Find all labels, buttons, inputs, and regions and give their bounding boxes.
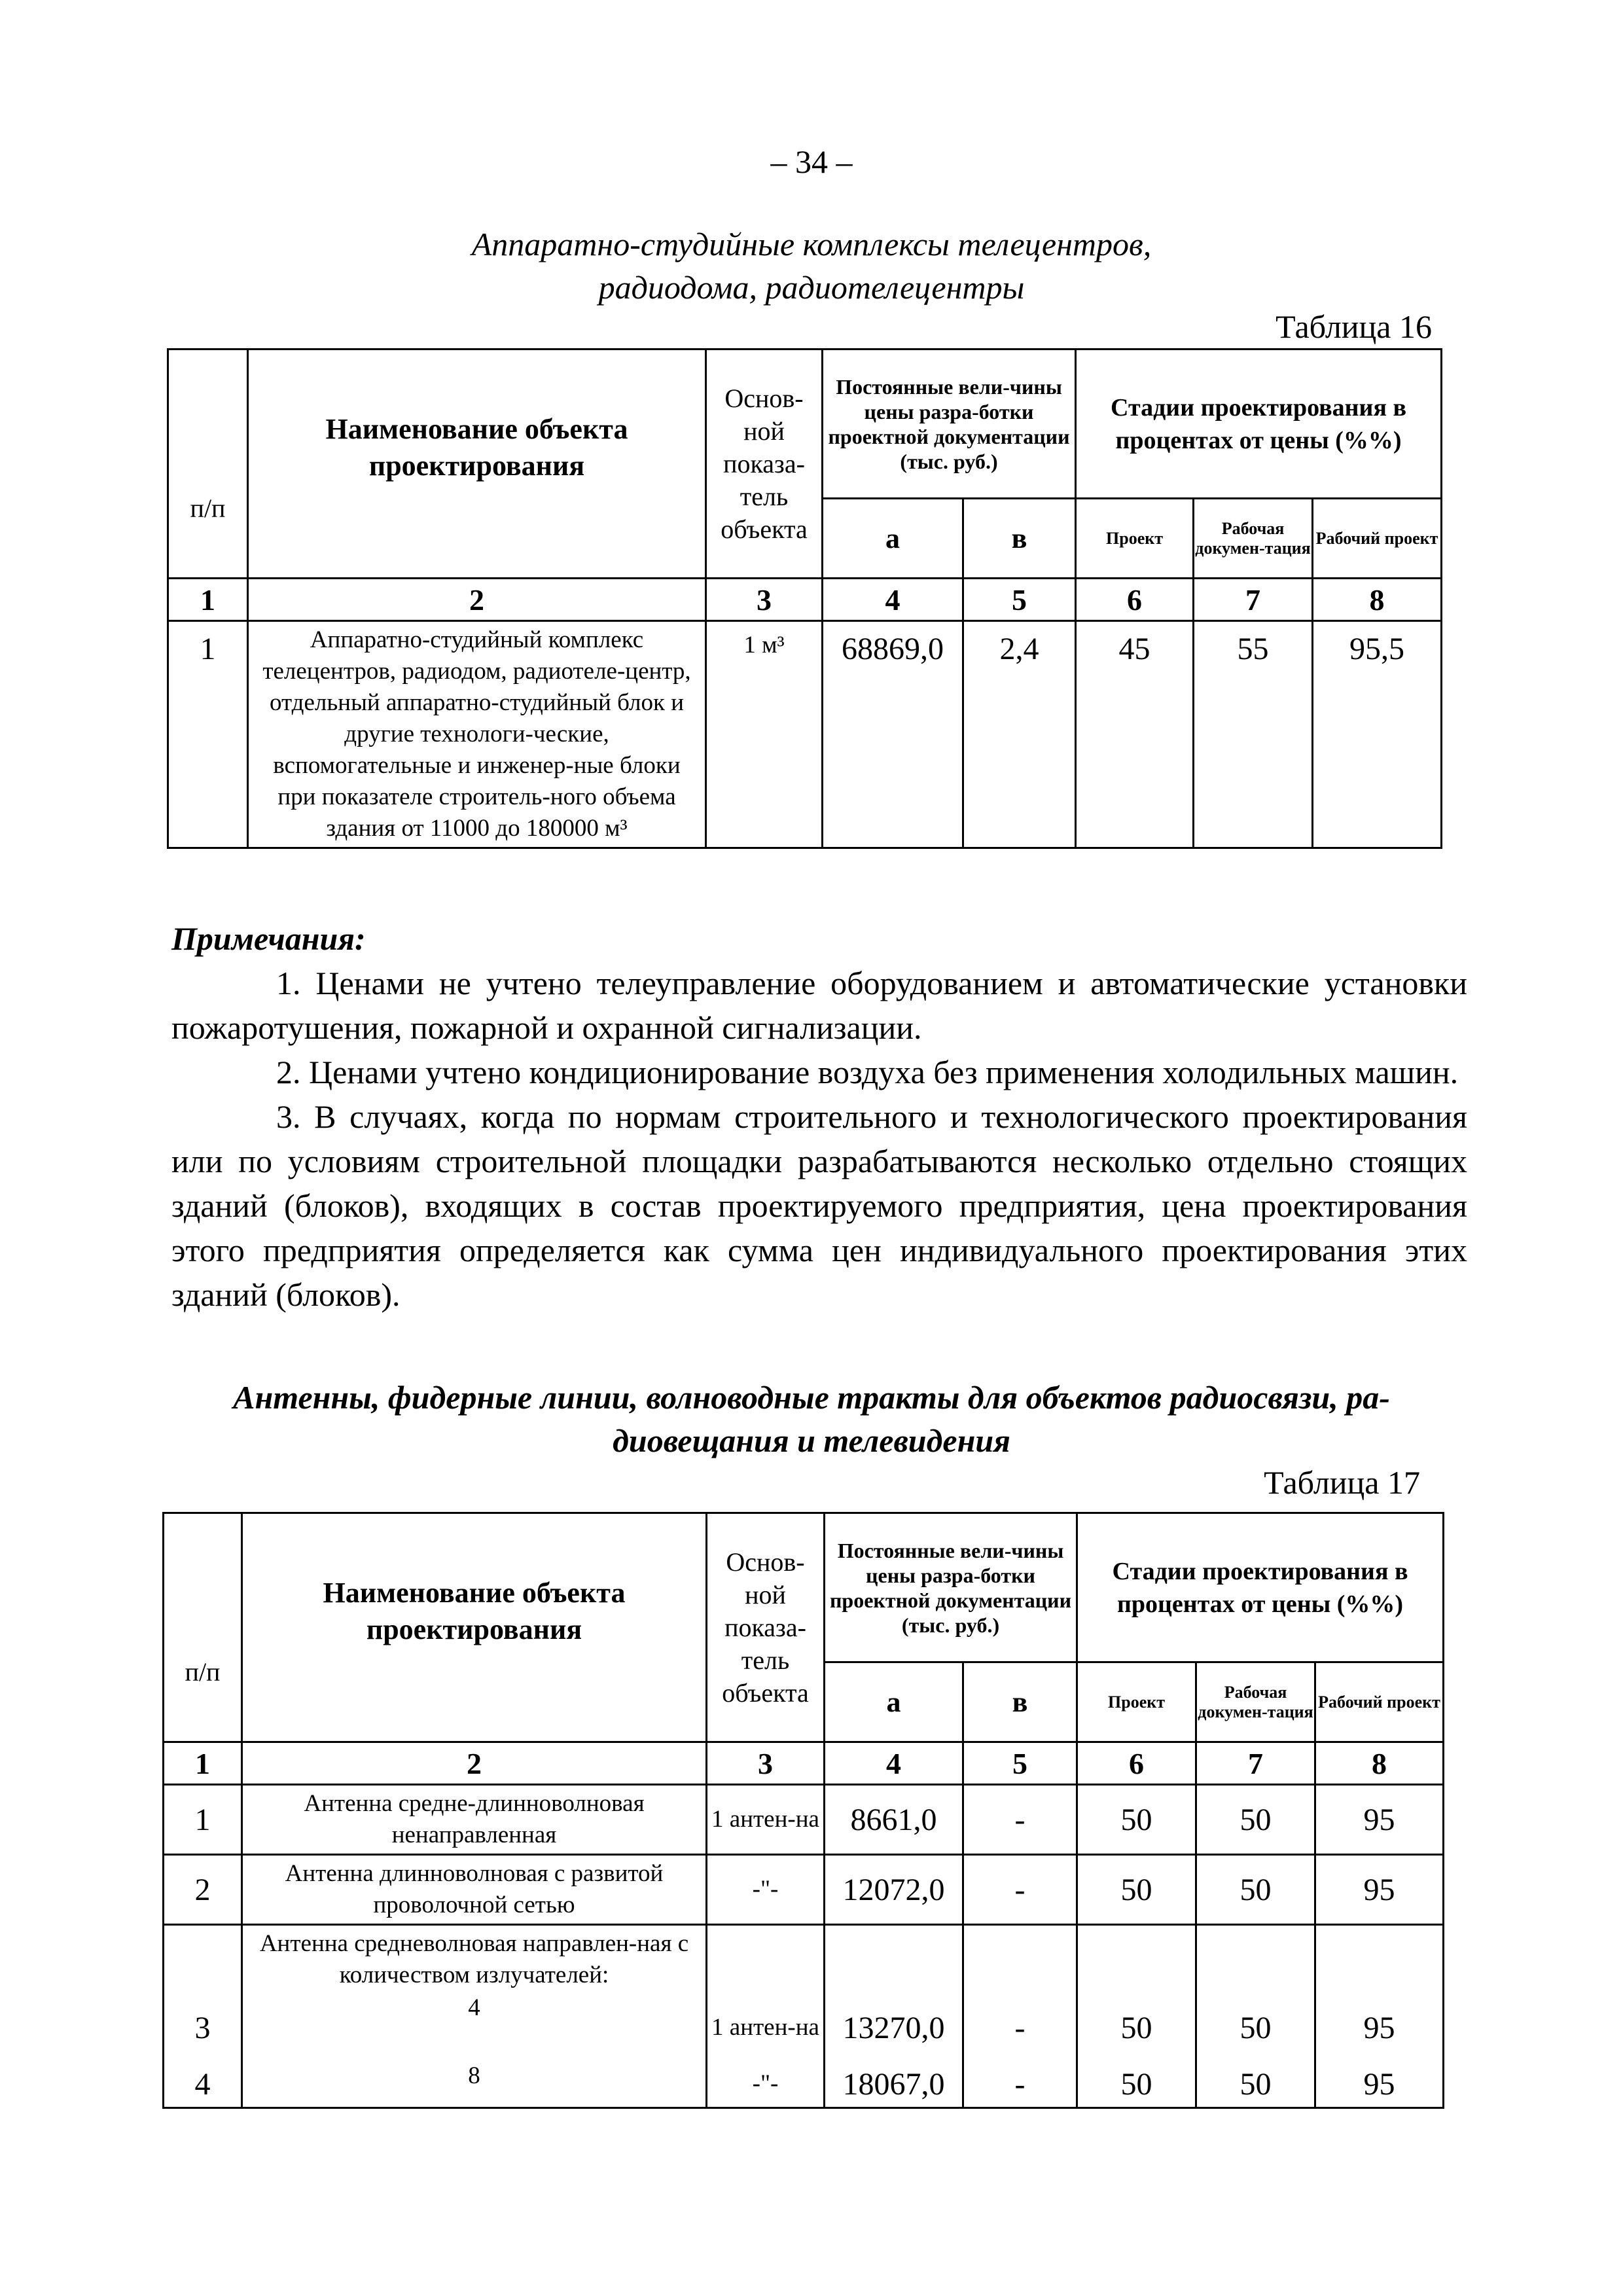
- header-name: Наименование объекта проектирования: [242, 1513, 707, 1742]
- row-value-b: -: [963, 1785, 1077, 1855]
- section-title-1-line2: радиодома, радиотелецентры: [598, 269, 1025, 306]
- col-number: 7: [1196, 1742, 1315, 1785]
- header-num: п/п: [168, 350, 248, 579]
- table-row: [164, 1855, 1444, 1925]
- row-project: 50: [1077, 2062, 1196, 2108]
- header-project: Проект: [1077, 1662, 1196, 1742]
- notes: [171, 916, 1467, 1317]
- row-indicator: 1 антен-на: [707, 1785, 825, 1855]
- column-numbers-row: [168, 579, 1442, 621]
- group-name: Антенна средневолновая направлен-ная с количеством излучателей:: [242, 1925, 707, 1994]
- row-indicator: 1 антен-на: [707, 1994, 825, 2062]
- col-number: 8: [1313, 579, 1442, 621]
- header-stages: Стадии проектирования в процентах от цены (%%): [1076, 350, 1442, 499]
- note-item: 2. Ценами учтено кондиционирование воздуха без применения холодильных машин.: [276, 1054, 1459, 1090]
- table-17-caption: Таблица 17: [1264, 1464, 1420, 1501]
- col-number: 6: [1077, 1742, 1196, 1785]
- col-number: 3: [707, 1742, 825, 1785]
- header-workdoc: Рабочая докумен-тация: [1194, 499, 1313, 579]
- group-num-empty: [164, 1925, 242, 1994]
- row-indicator: -"-: [707, 2062, 825, 2108]
- table-group-row: [164, 1925, 1444, 1994]
- row-value-a: 13270,0: [825, 1994, 963, 2062]
- header-num: п/п: [164, 1513, 242, 1742]
- page-number: – 34 –: [770, 143, 853, 180]
- col-number: 4: [823, 579, 963, 621]
- col-number: 5: [963, 1742, 1077, 1785]
- row-project: 50: [1077, 1994, 1196, 2062]
- row-num: 1: [168, 621, 248, 848]
- header-b: в: [963, 499, 1076, 579]
- col-number: 2: [242, 1742, 707, 1785]
- row-workdoc: 50: [1196, 2062, 1315, 2108]
- row-name: Аппаратно-студийный комплекс телецентров, радиодом, радиотеле-центр, отдельный аппаратно-студийный блок и другие технологи-ческие, вспомогательные и инженер-ные блоки при показателе строитель-ного объема здания от 11000 до 180000 м³: [248, 621, 706, 848]
- row-value-b: 2,4: [963, 621, 1076, 848]
- section-title-2: [131, 1376, 1492, 1462]
- section-title-2-line1: Антенны, фидерные линии, волноводные тракты для объектов радиосвязи, ра-: [233, 1379, 1390, 1416]
- row-project: 45: [1076, 621, 1194, 848]
- col-number: 6: [1076, 579, 1194, 621]
- header-stages: Стадии проектирования в процентах от цены (%%): [1077, 1513, 1444, 1662]
- col-number: 7: [1194, 579, 1313, 621]
- table-17: [162, 1512, 1444, 2109]
- table-row: [164, 1994, 1444, 2062]
- row-num: 1: [164, 1785, 242, 1855]
- header-const: Постоянные вели-чины цены разра-ботки проектной документации (тыс. руб.): [823, 350, 1076, 499]
- col-number: 4: [825, 1742, 963, 1785]
- notes-title: Примечания:: [171, 920, 366, 957]
- header-a: а: [825, 1662, 963, 1742]
- row-workdoc: 55: [1194, 621, 1313, 848]
- table-row: [164, 2062, 1444, 2108]
- row-workdoc: 50: [1196, 1785, 1315, 1855]
- row-indicator: -"-: [707, 1855, 825, 1925]
- header-project: Проект: [1076, 499, 1194, 579]
- row-workproject: 95: [1315, 1855, 1444, 1925]
- col-number: 2: [248, 579, 706, 621]
- row-name: 8: [242, 2062, 707, 2108]
- row-project: 50: [1077, 1855, 1196, 1925]
- header-indicator: Основ-ной показа-тель объекта: [707, 1513, 825, 1742]
- row-project: 50: [1077, 1785, 1196, 1855]
- col-number: 1: [164, 1742, 242, 1785]
- table-16: [167, 348, 1442, 849]
- header-name: Наименование объекта проектирования: [248, 350, 706, 579]
- table-16-caption: Таблица 16: [1275, 308, 1432, 345]
- row-value-b: -: [963, 1855, 1077, 1925]
- header-workproject: Рабочий проект: [1313, 499, 1442, 579]
- row-workdoc: 50: [1196, 1855, 1315, 1925]
- note-item: 1. Ценами не учтено телеуправление оборудованием и автоматические установки пожаротушения, пожарной и охранной сигнализации.: [171, 965, 1467, 1046]
- row-value-a: 18067,0: [825, 2062, 963, 2108]
- row-workproject: 95: [1315, 2062, 1444, 2108]
- row-workproject: 95: [1315, 1785, 1444, 1855]
- row-name: Антенна средне-длинноволновая ненаправленная: [242, 1785, 707, 1855]
- section-title-1: [131, 223, 1492, 309]
- section-title-1-line1: Аппаратно-студийные комплексы телецентров,: [471, 226, 1152, 262]
- table-row: [164, 1785, 1444, 1855]
- header-a: а: [823, 499, 963, 579]
- row-workdoc: 50: [1196, 1994, 1315, 2062]
- section-title-2-line2: диовещания и телевидения: [613, 1422, 1010, 1459]
- row-name: 4: [242, 1994, 707, 2062]
- header-const: Постоянные вели-чины цены разра-ботки проектной документации (тыс. руб.): [825, 1513, 1077, 1662]
- header-workproject: Рабочий проект: [1315, 1662, 1444, 1742]
- row-num: 3: [164, 1994, 242, 2062]
- row-value-b: -: [963, 2062, 1077, 2108]
- row-workproject: 95,5: [1313, 621, 1442, 848]
- col-number: 5: [963, 579, 1076, 621]
- header-workdoc: Рабочая докумен-тация: [1196, 1662, 1315, 1742]
- col-number: 8: [1315, 1742, 1444, 1785]
- col-number: 1: [168, 579, 248, 621]
- row-num: 2: [164, 1855, 242, 1925]
- row-value-a: 8661,0: [825, 1785, 963, 1855]
- row-value-a: 12072,0: [825, 1855, 963, 1925]
- row-indicator: 1 м³: [706, 621, 823, 848]
- row-value-b: -: [963, 1994, 1077, 2062]
- header-b: в: [963, 1662, 1077, 1742]
- row-num: 4: [164, 2062, 242, 2108]
- row-value-a: 68869,0: [823, 621, 963, 848]
- column-numbers-row: [164, 1742, 1444, 1785]
- header-indicator: Основ-ной показа-тель объекта: [706, 350, 823, 579]
- row-name: Антенна длинноволновая с развитой проволочной сетью: [242, 1855, 707, 1925]
- col-number: 3: [706, 579, 823, 621]
- row-workproject: 95: [1315, 1994, 1444, 2062]
- note-item: 3. В случаях, когда по нормам строительного и технологического проектирования или по условиям строительной площадки разрабатываются несколько отдельно стоящих зданий (блоков), входящих в состав проектируемого предприятия, цена проектирования этого предприятия определяется как сумма цен индивидуального проектирования этих зданий (блоков).: [171, 1098, 1467, 1313]
- table-row: [168, 621, 1442, 848]
